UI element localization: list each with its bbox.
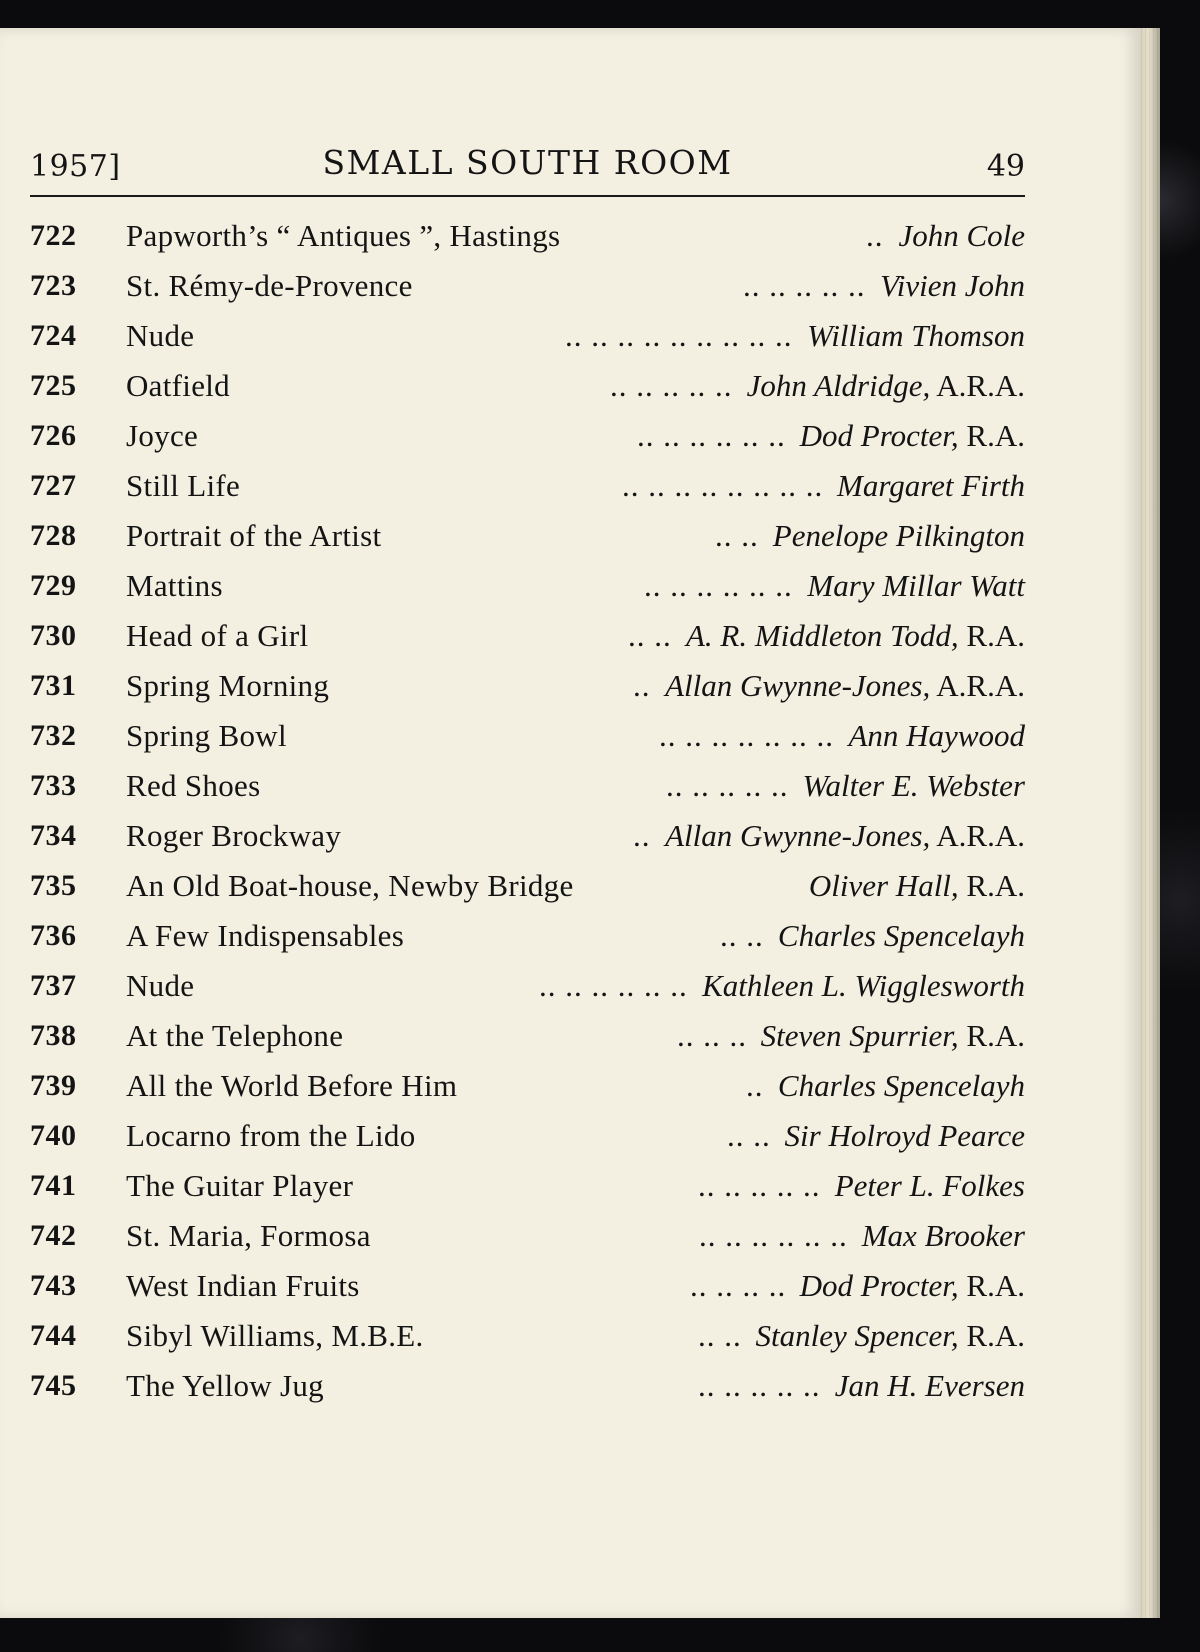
- entry-number: 722: [30, 219, 77, 252]
- artist-name: Dod Procter,: [799, 418, 959, 453]
- entry-number: 738: [30, 1019, 77, 1052]
- artist-honours: R.A.: [958, 1318, 1025, 1353]
- dot-leader: .. ..: [628, 618, 672, 653]
- entry-number: 726: [30, 419, 77, 452]
- dot-leader: ..: [866, 218, 884, 253]
- entry-number: 737: [30, 969, 77, 1002]
- artist-name: Ann Haywood: [848, 718, 1025, 753]
- artist-name: Allan Gwynne-Jones,: [665, 668, 931, 703]
- entry-artist: [807, 318, 1025, 354]
- list-item: [30, 608, 1025, 658]
- dot-leader: .. .. .. ..: [690, 1268, 787, 1303]
- list-item: [30, 708, 1025, 758]
- artist-name: Peter L. Folkes: [834, 1168, 1025, 1203]
- entry-number: 732: [30, 719, 77, 752]
- entry-number: 723: [30, 269, 77, 302]
- artist-name: Jan H. Eversen: [834, 1368, 1025, 1403]
- entry-artist: [835, 1168, 1025, 1204]
- entry-artist: [702, 968, 1025, 1004]
- list-item: [30, 908, 1025, 958]
- entry-title: Papworth’s “ Antiques ”, Hastings: [126, 218, 561, 253]
- artist-name: Walter E. Webster: [802, 768, 1025, 803]
- list-item: [30, 858, 1025, 908]
- entry-title: A Few Indispensables: [126, 918, 405, 953]
- artist-name: Kathleen L. Wigglesworth: [702, 968, 1025, 1003]
- dot-leader: .. .. .. .. .. ..: [637, 418, 786, 453]
- entry-artist: [747, 368, 1025, 404]
- list-item: [30, 958, 1025, 1008]
- artist-honours: A.R.A.: [930, 668, 1025, 703]
- entry-title: Head of a Girl: [126, 618, 309, 653]
- dot-leader: .. ..: [720, 918, 764, 953]
- artist-name: Oliver Hall,: [808, 868, 959, 903]
- entry-title: Joyce: [126, 418, 199, 453]
- entry-number: 727: [30, 469, 77, 502]
- artist-honours: R.A.: [958, 1018, 1025, 1053]
- dot-leader: .. .. .. .. .. ..: [539, 968, 688, 1003]
- entry-number: 730: [30, 619, 77, 652]
- page-number: 49: [986, 149, 1025, 184]
- dot-leader: .. ..: [698, 1318, 742, 1353]
- year-label: 1957]: [30, 149, 121, 184]
- artist-name: Mary Millar Watt: [807, 568, 1025, 603]
- list-item: [30, 1008, 1025, 1058]
- entry-title: Portrait of the Artist: [126, 518, 382, 553]
- artist-honours: A.R.A.: [930, 368, 1025, 403]
- dot-leader: .. .. .. .. .. .. .. ..: [622, 468, 824, 503]
- dot-leader: .. .. .. .. .. ..: [644, 568, 793, 603]
- entry-title: St. Rémy-de-Provence: [126, 268, 413, 303]
- list-item: [30, 1158, 1025, 1208]
- entry-title: St. Maria, Formosa: [126, 1218, 371, 1253]
- entry-number: 725: [30, 369, 77, 402]
- dot-leader: .. .. .. .. ..: [743, 268, 866, 303]
- entry-number: 736: [30, 919, 77, 952]
- list-item: [30, 458, 1025, 508]
- entry-title: Spring Bowl: [126, 718, 287, 753]
- dot-leader: .. ..: [727, 1118, 771, 1153]
- entry-number: 739: [30, 1069, 77, 1102]
- artist-name: Penelope Pilkington: [772, 518, 1025, 553]
- dot-leader: ..: [633, 818, 651, 853]
- entry-artist: [898, 218, 1025, 254]
- entry-number: 740: [30, 1119, 77, 1152]
- entry-artist: [800, 1268, 1025, 1304]
- list-item: [30, 258, 1025, 308]
- entry-number: 731: [30, 669, 77, 702]
- entry-title: West Indian Fruits: [126, 1268, 360, 1303]
- entry-title: Nude: [126, 318, 195, 353]
- list-item: [30, 408, 1025, 458]
- entry-title: Red Shoes: [126, 768, 261, 803]
- dot-leader: .. .. .. .. .. .. .. .. ..: [565, 318, 793, 353]
- artist-name: William Thomson: [807, 318, 1025, 353]
- entry-list: [30, 208, 1025, 1408]
- artist-name: John Cole: [898, 218, 1025, 253]
- list-item: [30, 1358, 1025, 1408]
- entry-number: 743: [30, 1269, 77, 1302]
- entry-title: Mattins: [126, 568, 223, 603]
- list-item: [30, 558, 1025, 608]
- entry-artist: [761, 1018, 1025, 1054]
- list-item: [30, 358, 1025, 408]
- artist-honours: R.A.: [958, 418, 1025, 453]
- list-item: [30, 508, 1025, 558]
- entry-number: 728: [30, 519, 77, 552]
- artist-honours: R.A.: [958, 618, 1025, 653]
- entry-artist: [778, 918, 1025, 954]
- list-item: [30, 658, 1025, 708]
- list-item: [30, 758, 1025, 808]
- dot-leader: .. ..: [715, 518, 759, 553]
- entry-title: Spring Morning: [126, 668, 330, 703]
- entry-title: The Yellow Jug: [126, 1368, 324, 1403]
- entry-artist: [665, 668, 1025, 704]
- entry-artist: [835, 1368, 1025, 1404]
- dot-leader: .. .. ..: [677, 1018, 747, 1053]
- artist-name: Vivien John: [880, 268, 1025, 303]
- artist-name: Charles Spencelayh: [777, 1068, 1025, 1103]
- entry-title: Still Life: [126, 468, 241, 503]
- catalogue-page: [0, 28, 1140, 1618]
- entry-number: 733: [30, 769, 77, 802]
- artist-name: John Aldridge,: [746, 368, 931, 403]
- artist-honours: R.A.: [958, 1268, 1025, 1303]
- entry-artist: [880, 268, 1025, 304]
- entry-title: Nude: [126, 968, 195, 1003]
- entry-artist: [809, 868, 1025, 904]
- artist-name: Steven Spurrier,: [760, 1018, 959, 1053]
- dot-leader: .. .. .. .. ..: [610, 368, 733, 403]
- dot-leader: .. .. .. .. ..: [666, 768, 789, 803]
- entry-title: The Guitar Player: [126, 1168, 354, 1203]
- running-head: [30, 133, 1025, 183]
- artist-name: Margaret Firth: [837, 468, 1025, 503]
- entry-artist: [686, 618, 1025, 654]
- entry-title: Roger Brockway: [126, 818, 342, 853]
- entry-number: 745: [30, 1369, 77, 1402]
- artist-name: A. R. Middleton Todd,: [685, 618, 959, 653]
- entry-artist: [807, 568, 1025, 604]
- entry-artist: [773, 518, 1025, 554]
- dot-leader: .. .. .. .. ..: [698, 1368, 821, 1403]
- list-item: [30, 1258, 1025, 1308]
- list-item: [30, 808, 1025, 858]
- list-item: [30, 208, 1025, 258]
- list-item: [30, 1208, 1025, 1258]
- artist-name: Dod Procter,: [799, 1268, 959, 1303]
- entry-title: Sibyl Williams, M.B.E.: [126, 1318, 424, 1353]
- entry-number: 724: [30, 319, 77, 352]
- artist-name: Max Brooker: [861, 1218, 1025, 1253]
- entry-artist: [800, 418, 1025, 454]
- entry-title: At the Telephone: [126, 1018, 344, 1053]
- entry-artist: [803, 768, 1025, 804]
- dot-leader: .. .. .. .. .. ..: [699, 1218, 848, 1253]
- entry-title: An Old Boat-house, Newby Bridge: [126, 868, 574, 903]
- list-item: [30, 308, 1025, 358]
- dot-leader: ..: [633, 668, 651, 703]
- dot-leader: .. .. .. .. ..: [698, 1168, 821, 1203]
- entry-number: 734: [30, 819, 77, 852]
- entry-title: All the World Before Him: [126, 1068, 458, 1103]
- entry-artist: [756, 1318, 1025, 1354]
- artist-name: Stanley Spencer,: [755, 1318, 959, 1353]
- entry-artist: [848, 718, 1025, 754]
- entry-artist: [862, 1218, 1025, 1254]
- artist-honours: A.R.A.: [930, 818, 1025, 853]
- header-rule: [30, 195, 1025, 197]
- list-item: [30, 1058, 1025, 1108]
- artist-name: Charles Spencelayh: [777, 918, 1025, 953]
- list-item: [30, 1308, 1025, 1358]
- artist-honours: R.A.: [958, 868, 1025, 903]
- list-item: [30, 1108, 1025, 1158]
- entry-number: 735: [30, 869, 77, 902]
- entry-artist: [665, 818, 1025, 854]
- entry-number: 741: [30, 1169, 77, 1202]
- entry-number: 744: [30, 1319, 77, 1352]
- entry-number: 742: [30, 1219, 77, 1252]
- artist-name: Allan Gwynne-Jones,: [665, 818, 931, 853]
- entry-title: Locarno from the Lido: [126, 1118, 416, 1153]
- entry-number: 729: [30, 569, 77, 602]
- dot-leader: ..: [746, 1068, 764, 1103]
- entry-artist: [837, 468, 1025, 504]
- entry-artist: [778, 1068, 1025, 1104]
- dot-leader: .. .. .. .. .. .. ..: [659, 718, 834, 753]
- entry-title: Oatfield: [126, 368, 230, 403]
- artist-name: Sir Holroyd Pearce: [784, 1118, 1025, 1153]
- entry-artist: [785, 1118, 1025, 1154]
- page-title: SMALL SOUTH ROOM: [322, 143, 733, 182]
